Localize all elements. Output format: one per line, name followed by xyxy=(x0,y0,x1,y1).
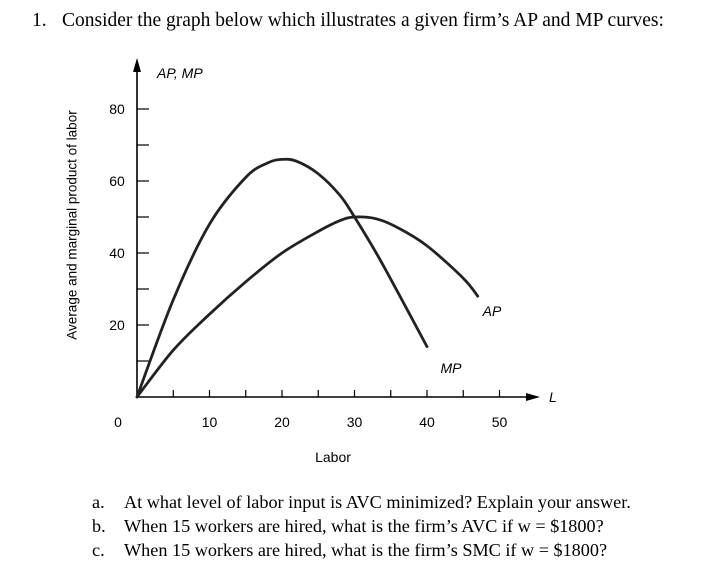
chart-labels xyxy=(156,65,557,465)
y-tick-label: 80 xyxy=(109,101,125,117)
ap-curve-label: AP xyxy=(482,303,502,319)
chart-curves xyxy=(137,159,478,397)
x-tick-label: 30 xyxy=(346,414,363,430)
question-number: 1. xyxy=(32,10,47,31)
question-text: Consider the graph below which illustrates a given firm’s AP and MP curves: xyxy=(62,10,664,31)
y-tick-label: 60 xyxy=(109,173,125,189)
x-axis-label: Labor xyxy=(315,449,351,465)
x-tick-label: 40 xyxy=(419,414,435,430)
y-tick-label: 40 xyxy=(109,245,125,261)
question-text-item: At what level of labor input is AVC minimized? Explain your answer. xyxy=(124,492,631,512)
chart-axes xyxy=(133,58,540,401)
y-axis-title: AP, MP xyxy=(157,65,203,81)
question-list xyxy=(92,490,631,562)
question-item xyxy=(92,514,631,538)
question-letter: c. xyxy=(92,540,105,560)
x-tick-label: 0 xyxy=(114,414,122,430)
x-tick-label: 20 xyxy=(274,414,290,430)
y-axis-arrow xyxy=(133,58,141,72)
question-letter: b. xyxy=(92,516,106,536)
mp-curve xyxy=(137,159,427,397)
mp-curve-label: MP xyxy=(440,360,462,376)
x-axis-arrow xyxy=(526,393,540,401)
question-letter: a. xyxy=(92,492,105,512)
y-axis-label: Average and marginal product of labor xyxy=(64,110,80,340)
question-item xyxy=(92,538,631,562)
question-item xyxy=(92,490,631,514)
question-text-item: When 15 workers are hired, what is the firm’s SMC if w = $1800? xyxy=(124,540,608,560)
y-tick-label: 20 xyxy=(109,317,125,333)
x-tick-label: 50 xyxy=(491,414,508,430)
chart-ticks xyxy=(109,101,507,430)
question-text-item: When 15 workers are hired, what is the firm’s AVC if w = $1800? xyxy=(124,516,604,536)
x-axis-end-label: L xyxy=(549,389,557,405)
x-tick-label: 10 xyxy=(201,414,218,430)
ap-curve xyxy=(137,217,478,397)
